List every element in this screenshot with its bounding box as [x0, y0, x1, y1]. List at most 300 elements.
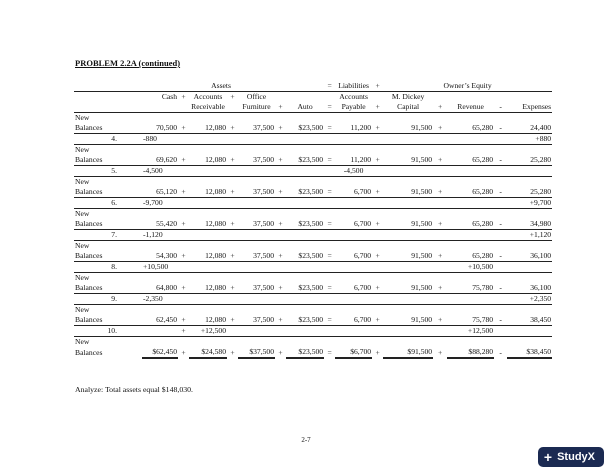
blank-cell — [118, 102, 142, 113]
blank-cell — [433, 177, 447, 188]
capital-balance: 91,500 — [383, 315, 433, 326]
balances-label: Balances — [74, 315, 118, 326]
ap-header-line1: Accounts — [339, 92, 368, 101]
blank-cell — [494, 294, 507, 305]
blank-cell — [507, 273, 552, 284]
expenses-header: Expenses — [507, 102, 552, 113]
ar-change — [189, 230, 227, 241]
blank-cell — [494, 166, 507, 177]
new-label: New — [75, 113, 90, 122]
blank-cell — [275, 209, 286, 220]
blank-cell — [118, 113, 142, 124]
cash-change: +10,500 — [142, 262, 178, 273]
blank-cell — [433, 113, 447, 124]
balances-label: Balances — [74, 251, 118, 262]
ar-balance: 12,080 — [189, 155, 227, 166]
transaction-number: 7. — [74, 230, 118, 241]
blank-cell — [383, 273, 433, 284]
plus-sign: + — [275, 219, 286, 230]
transaction-number: 8. — [74, 262, 118, 273]
blank-cell — [227, 145, 238, 156]
auto-balance: $23,500 — [286, 155, 324, 166]
blank-cell — [494, 273, 507, 284]
transaction-number: 10. — [74, 326, 118, 337]
transaction-row — [74, 262, 552, 273]
blank-cell — [433, 209, 447, 220]
blank-cell — [286, 262, 324, 273]
expenses-balance: 34,980 — [507, 219, 552, 230]
plus-sign: + — [433, 155, 447, 166]
new-label: New — [75, 241, 90, 250]
auto-balance: $23,500 — [286, 315, 324, 326]
blank-cell — [227, 262, 238, 273]
ap-change — [335, 326, 372, 337]
furniture-balance: 37,500 — [238, 187, 275, 198]
equals-sign: = — [324, 155, 335, 166]
blank-cell — [74, 81, 118, 92]
expenses-change — [507, 262, 552, 273]
blank-cell — [189, 113, 227, 124]
blank-cell — [178, 113, 189, 124]
blank-cell — [238, 262, 275, 273]
blank-cell — [335, 177, 372, 188]
blank-cell — [178, 134, 189, 145]
blank-cell — [189, 273, 227, 284]
new-label-row — [74, 145, 552, 156]
blank-cell — [335, 305, 372, 316]
blank-cell — [275, 326, 286, 337]
blank-cell — [118, 230, 142, 241]
expenses-balance: 38,450 — [507, 315, 552, 326]
blank-cell — [178, 230, 189, 241]
expenses-balance: 36,100 — [507, 283, 552, 294]
blank-cell — [286, 337, 324, 348]
blank-cell — [118, 326, 142, 337]
plus-sign: + — [275, 283, 286, 294]
blank-cell — [227, 102, 238, 113]
balances-row — [74, 123, 552, 134]
plus-sign: + — [433, 251, 447, 262]
ap-balance: 6,700 — [335, 315, 372, 326]
blank-cell — [227, 209, 238, 220]
blank-cell — [238, 198, 275, 209]
cash-change: -2,350 — [142, 294, 178, 305]
ar-balance: 12,080 — [189, 187, 227, 198]
plus-sign: + — [433, 123, 447, 134]
ap-balance: 6,700 — [335, 251, 372, 262]
blank-cell — [275, 177, 286, 188]
ar-balance: 12,080 — [189, 315, 227, 326]
new-label-row — [74, 241, 552, 252]
blank-cell — [178, 337, 189, 348]
plus-sign: + — [433, 102, 447, 113]
cash-change: -4,500 — [142, 166, 178, 177]
blank-cell — [275, 198, 286, 209]
plus-sign: + — [372, 102, 383, 113]
blank-cell — [335, 113, 372, 124]
ap-change: -4,500 — [335, 166, 372, 177]
blank-cell — [286, 166, 324, 177]
blank-cell — [286, 294, 324, 305]
blank-cell — [433, 262, 447, 273]
plus-sign: + — [275, 315, 286, 326]
ar-change — [189, 134, 227, 145]
blank-cell — [494, 337, 507, 348]
new-label-row — [74, 209, 552, 220]
blank-cell — [118, 92, 142, 103]
blank-cell — [227, 337, 238, 348]
plus-sign: + — [178, 315, 189, 326]
studyx-logo — [538, 447, 604, 467]
furniture-balance: 37,500 — [238, 283, 275, 294]
expenses-change — [507, 326, 552, 337]
blank-cell — [447, 113, 494, 124]
blank-cell — [227, 241, 238, 252]
blank-cell — [507, 337, 552, 348]
blank-cell — [507, 241, 552, 252]
blank-cell — [142, 177, 178, 188]
blank-cell — [433, 145, 447, 156]
blank-cell — [118, 123, 142, 134]
blank-cell — [142, 305, 178, 316]
blank-cell — [372, 305, 383, 316]
blank-cell — [383, 241, 433, 252]
furniture-balance: 37,500 — [238, 123, 275, 134]
auto-balance: $23,500 — [286, 251, 324, 262]
blank-cell — [433, 273, 447, 284]
plus-sign: + — [433, 187, 447, 198]
blank-cell — [433, 92, 447, 103]
blank-cell — [227, 177, 238, 188]
blank-cell — [275, 337, 286, 348]
brand-name: StudyX — [557, 451, 595, 463]
balances-row — [74, 283, 552, 294]
ap-change — [335, 198, 372, 209]
blank-cell — [433, 294, 447, 305]
auto-balance: $23,500 — [286, 347, 324, 358]
blank-cell — [227, 166, 238, 177]
blank-cell — [494, 262, 507, 273]
blank-cell — [383, 337, 433, 348]
cash-balance: 65,120 — [142, 187, 178, 198]
new-label: New — [75, 209, 90, 218]
cash-change: -880 — [142, 134, 178, 145]
ar-balance: 12,080 — [189, 219, 227, 230]
plus-sign: + — [178, 283, 189, 294]
plus-sign: + — [178, 251, 189, 262]
blank-cell — [494, 230, 507, 241]
blank-cell — [178, 145, 189, 156]
blank-cell — [178, 305, 189, 316]
blank-cell — [275, 92, 286, 103]
transaction-row — [74, 134, 552, 145]
blank-cell — [335, 145, 372, 156]
revenue-balance: 65,280 — [447, 219, 494, 230]
ar-change — [189, 198, 227, 209]
blank-cell — [142, 337, 178, 348]
transaction-row — [74, 294, 552, 305]
blank-cell — [118, 177, 142, 188]
balances-row — [74, 315, 552, 326]
plus-sign: + — [275, 187, 286, 198]
expenses-change: +1,120 — [507, 230, 552, 241]
ap-balance: $6,700 — [335, 347, 372, 358]
plus-sign: + — [275, 251, 286, 262]
plus-sign: + — [433, 219, 447, 230]
blank-cell — [372, 230, 383, 241]
plus-sign: + — [181, 92, 186, 101]
blank-cell — [118, 187, 142, 198]
cash-balance: 69,620 — [142, 155, 178, 166]
blank-cell — [286, 209, 324, 220]
revenue-balance: 65,280 — [447, 187, 494, 198]
plus-sign: + — [433, 283, 447, 294]
blank-cell — [227, 230, 238, 241]
minus-sign: - — [494, 283, 507, 294]
new-label-row — [74, 113, 552, 124]
blank-cell — [383, 305, 433, 316]
assets-header: Assets — [118, 81, 324, 92]
expenses-balance: 36,100 — [507, 251, 552, 262]
blank-cell — [275, 294, 286, 305]
expenses-balance: 25,280 — [507, 187, 552, 198]
blank-cell — [118, 219, 142, 230]
minus-sign: - — [494, 251, 507, 262]
blank-cell — [286, 326, 324, 337]
plus-sign: + — [227, 283, 238, 294]
expenses-change — [507, 166, 552, 177]
blank-cell — [494, 209, 507, 220]
blank-cell — [227, 305, 238, 316]
blank-cell — [494, 113, 507, 124]
balances-label: Balances — [74, 155, 118, 166]
transaction-number: 6. — [74, 198, 118, 209]
ar-change — [189, 262, 227, 273]
blank-cell — [494, 134, 507, 145]
plus-sign: + — [227, 155, 238, 166]
blank-cell — [372, 326, 383, 337]
blank-cell — [178, 102, 189, 113]
blank-cell — [433, 134, 447, 145]
final-balances-row — [74, 347, 552, 358]
blank-cell — [74, 102, 118, 113]
header-row-names-1 — [74, 92, 552, 103]
revenue-balance: 75,780 — [447, 315, 494, 326]
plus-sign: + — [227, 315, 238, 326]
minus-sign: - — [494, 315, 507, 326]
blank-cell — [238, 294, 275, 305]
ap-change — [335, 262, 372, 273]
blank-cell — [238, 166, 275, 177]
blank-cell — [335, 209, 372, 220]
blank-cell — [324, 337, 335, 348]
blank-cell — [324, 166, 335, 177]
blank-cell — [275, 134, 286, 145]
blank-cell — [238, 145, 275, 156]
expenses-balance: 25,280 — [507, 155, 552, 166]
blank-cell — [142, 209, 178, 220]
plus-sign: + — [178, 219, 189, 230]
ap-balance: 6,700 — [335, 219, 372, 230]
cash-change — [142, 326, 178, 337]
ar-header-line1: Accounts — [193, 92, 223, 101]
blank-cell — [118, 315, 142, 326]
blank-cell — [142, 145, 178, 156]
owners-equity-header: Owner’s Equity — [383, 81, 552, 92]
blank-cell — [178, 294, 189, 305]
capital-header-line1: M. Dickey — [391, 92, 425, 101]
blank-cell — [383, 113, 433, 124]
blank-cell — [447, 92, 494, 103]
blank-cell — [238, 273, 275, 284]
blank-cell — [286, 198, 324, 209]
blank-cell — [433, 326, 447, 337]
blank-cell — [447, 305, 494, 316]
balances-label: Balances — [74, 219, 118, 230]
blank-cell — [324, 326, 335, 337]
blank-cell — [238, 337, 275, 348]
blank-cell — [372, 177, 383, 188]
blank-cell — [118, 305, 142, 316]
cash-balance: 70,500 — [142, 123, 178, 134]
blank-cell — [178, 262, 189, 273]
plus-sign: + — [227, 251, 238, 262]
blank-cell — [275, 241, 286, 252]
plus-sign: + — [372, 81, 383, 92]
blank-cell — [178, 241, 189, 252]
plus-sign: + — [372, 251, 383, 262]
plus-icon: + — [543, 449, 553, 465]
blank-cell — [178, 166, 189, 177]
balances-label: Balances — [74, 123, 118, 134]
transaction-row — [74, 198, 552, 209]
blank-cell — [447, 177, 494, 188]
blank-cell — [447, 273, 494, 284]
blank-cell — [238, 326, 275, 337]
capital-balance: $91,500 — [383, 347, 433, 358]
blank-cell — [383, 198, 433, 209]
new-label: New — [75, 145, 90, 154]
blank-cell — [372, 145, 383, 156]
blank-cell — [227, 294, 238, 305]
blank-cell — [142, 241, 178, 252]
blank-cell — [447, 241, 494, 252]
auto-balance: $23,500 — [286, 187, 324, 198]
cash-header: Cash — [161, 92, 177, 101]
blank-cell — [507, 209, 552, 220]
blank-cell — [286, 113, 324, 124]
minus-sign: - — [494, 187, 507, 198]
blank-cell — [189, 177, 227, 188]
blank-cell — [433, 198, 447, 209]
plus-sign: + — [275, 123, 286, 134]
blank-cell — [324, 145, 335, 156]
balances-row — [74, 155, 552, 166]
blank-cell — [507, 177, 552, 188]
blank-cell — [433, 166, 447, 177]
plus-sign: + — [275, 155, 286, 166]
blank-cell — [433, 230, 447, 241]
cash-balance: 55,420 — [142, 219, 178, 230]
blank-cell — [227, 113, 238, 124]
blank-cell — [238, 177, 275, 188]
balances-row — [74, 219, 552, 230]
new-label: New — [75, 273, 90, 282]
blank-cell — [238, 230, 275, 241]
plus-sign: + — [178, 187, 189, 198]
blank-cell — [433, 337, 447, 348]
auto-header: Auto — [286, 102, 324, 113]
equals-sign: = — [327, 348, 332, 357]
furniture-balance: 37,500 — [238, 155, 275, 166]
plus-sign: + — [230, 92, 235, 101]
blank-cell — [447, 145, 494, 156]
transaction-number: 5. — [74, 166, 118, 177]
plus-sign: + — [372, 187, 383, 198]
ap-balance: 11,200 — [335, 123, 372, 134]
plus-sign: + — [178, 155, 189, 166]
furniture-header-line1: Office — [246, 92, 267, 101]
blank-cell — [286, 305, 324, 316]
blank-cell — [372, 294, 383, 305]
blank-cell — [74, 92, 118, 103]
blank-cell — [189, 145, 227, 156]
revenue-change — [447, 166, 494, 177]
blank-cell — [118, 273, 142, 284]
blank-cell — [275, 262, 286, 273]
blank-cell — [118, 283, 142, 294]
plus-sign: + — [227, 219, 238, 230]
blank-cell — [118, 251, 142, 262]
blank-cell — [383, 326, 433, 337]
ap-header-line2: Payable — [335, 102, 372, 113]
blank-cell — [383, 262, 433, 273]
equals-sign: = — [324, 251, 335, 262]
furniture-balance: 37,500 — [238, 251, 275, 262]
furniture-balance: 37,500 — [238, 315, 275, 326]
blank-cell — [178, 273, 189, 284]
ar-change — [189, 294, 227, 305]
revenue-balance: 65,280 — [447, 251, 494, 262]
ar-change: +12,500 — [189, 326, 227, 337]
capital-balance: 91,500 — [383, 187, 433, 198]
blank-cell — [324, 177, 335, 188]
auto-balance: $23,500 — [286, 123, 324, 134]
blank-cell — [447, 337, 494, 348]
cash-balance: 54,300 — [142, 251, 178, 262]
revenue-balance: $88,280 — [447, 347, 494, 358]
equals-sign: = — [324, 283, 335, 294]
blank-cell — [372, 337, 383, 348]
blank-cell — [383, 209, 433, 220]
blank-cell — [494, 92, 507, 103]
blank-cell — [494, 305, 507, 316]
cash-balance: $62,450 — [142, 347, 178, 358]
capital-balance: 91,500 — [383, 155, 433, 166]
ap-balance: 11,200 — [335, 155, 372, 166]
plus-sign: + — [372, 315, 383, 326]
blank-cell — [118, 155, 142, 166]
blank-cell — [227, 134, 238, 145]
new-label: New — [75, 337, 90, 346]
ar-change — [189, 166, 227, 177]
plus-sign: + — [372, 283, 383, 294]
blank-cell — [227, 326, 238, 337]
ar-balance: $24,580 — [189, 347, 227, 358]
blank-cell — [189, 241, 227, 252]
liabilities-header: Liabilities — [335, 81, 372, 92]
blank-cell — [494, 326, 507, 337]
